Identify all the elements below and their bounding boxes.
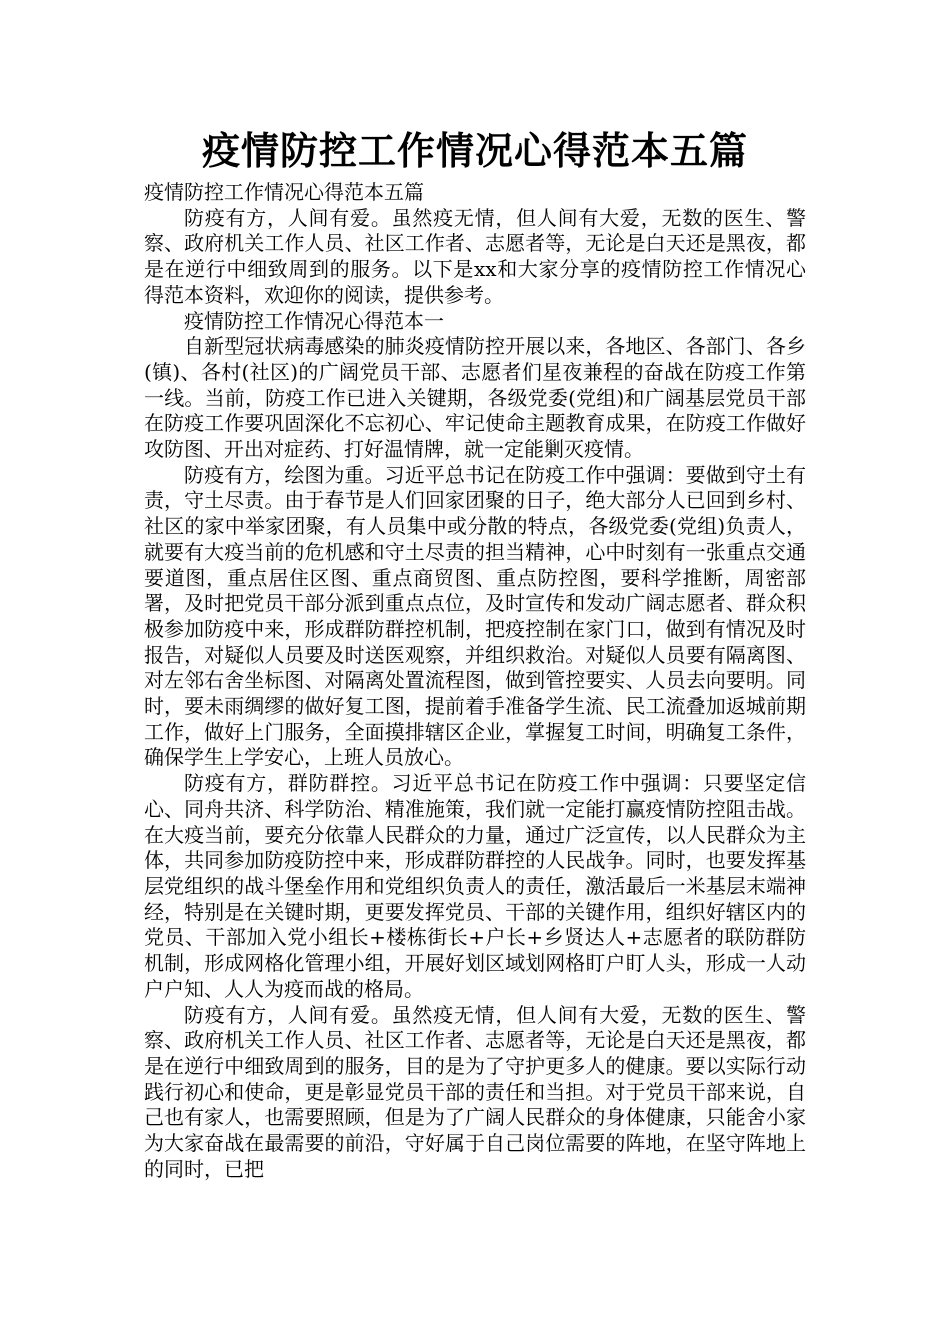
document-body bbox=[144, 180, 806, 1182]
paragraph: 防疫有方，人间有爱。虽然疫无情，但人间有大爱，无数的医生、警察、政府机关工作人员、社区工作者、志愿者等，无论是白天还是黑夜，都是在逆行中细致周到的服务，目的是为了守护更多人的健康。要以实际行动践行初心和使命，更是彰显党员干部的责任和当担。对于党员干部来说，自己也有家人，也需要照顾，但是为了广阔人民群众的身体健康，只能舍小家为大家奋战在最需要的前沿，守好属于自己岗位需要的阵地，在坚守阵地上的同时，已把 bbox=[144, 1002, 806, 1181]
document-page bbox=[144, 126, 806, 1182]
document-title: 疫情防控工作情况心得范本五篇 bbox=[201, 129, 748, 173]
paragraph: 防疫有方，绘图为重。习近平总书记在防疫工作中强调：要做到守土有责，守土尽责。由于春节是人们回家团聚的日子，绝大部分人已回到乡村、社区的家中举家团聚，有人员集中或分散的特点，各级党委(党组)负责人，就要有大疫当前的危机感和守土尽责的担当精神，心中时刻有一张重点交通要道图，重点居住区图、重点商贸图、重点防控图，要科学推断，周密部署，及时把党员干部分派到重点点位，及时宣传和发动广阔志愿者、群众积极参加防疫中来，形成群防群控机制，把疫控制在家门口，做到有情况及时报告，对疑似人员要及时送医观察，并组织救治。对疑似人员要有隔离图、对左邻右舍坐标图、对隔离处置流程图，做到管控要实、人员去向要明。同时，要未雨绸缪的做好复工图，提前着手准备学生流、民工流叠加返城前期工作，做好上门服务，全面摸排辖区企业，掌握复工时间，明确复工条件，确保学生上学安心，上班人员放心。 bbox=[144, 462, 806, 770]
paragraph: 防疫有方，群防群控。习近平总书记在防疫工作中强调：只要坚定信心、同舟共济、科学防治、精准施策，我们就一定能打赢疫情防控阻击战。在大疫当前，要充分依靠人民群众的力量，通过广泛宣传，以人民群众为主体，共同参加防疫防控中来，形成群防群控的人民战争。同时，也要发挥基层党组织的战斗堡垒作用和党组织负责人的责任，激活最后一米基层末端神经，特别是在关键时期，更要发挥党员、干部的关键作用，组织好辖区内的党员、干部加入党小组长+楼栋街长+户长+乡贤达人+志愿者的联防群防机制，形成网格化管理小组，开展好划区域划网格盯户盯人头，形成一人动户户知、人人为疫而战的格局。 bbox=[144, 771, 806, 1001]
paragraph: 防疫有方，人间有爱。虽然疫无情，但人间有大爱，无数的医生、警察、政府机关工作人员、社区工作者、志愿者等，无论是白天还是黑夜，都是在逆行中细致周到的服务。以下是xx和大家分享的疫情防控工作情况心得范本资料，欢迎你的阅读，提供参考。 bbox=[144, 205, 806, 307]
paragraph: 疫情防控工作情况心得范本一 bbox=[184, 308, 444, 333]
document-subtitle: 疫情防控工作情况心得范本五篇 bbox=[144, 180, 424, 204]
paragraph: 自新型冠状病毒感染的肺炎疫情防控开展以来，各地区、各部门、各乡(镇)、各村(社区)的广阔党员干部、志愿者们星夜兼程的奋战在防疫工作第一线。当前，防疫工作已进入关键期，各级党委(党组)和广阔基层党员干部在防疫工作要巩固深化不忘初心、牢记使命主题教育成果，在防疫工作做好攻防图、开出对症药、打好温情牌，就一定能剿灭疫情。 bbox=[144, 334, 806, 462]
